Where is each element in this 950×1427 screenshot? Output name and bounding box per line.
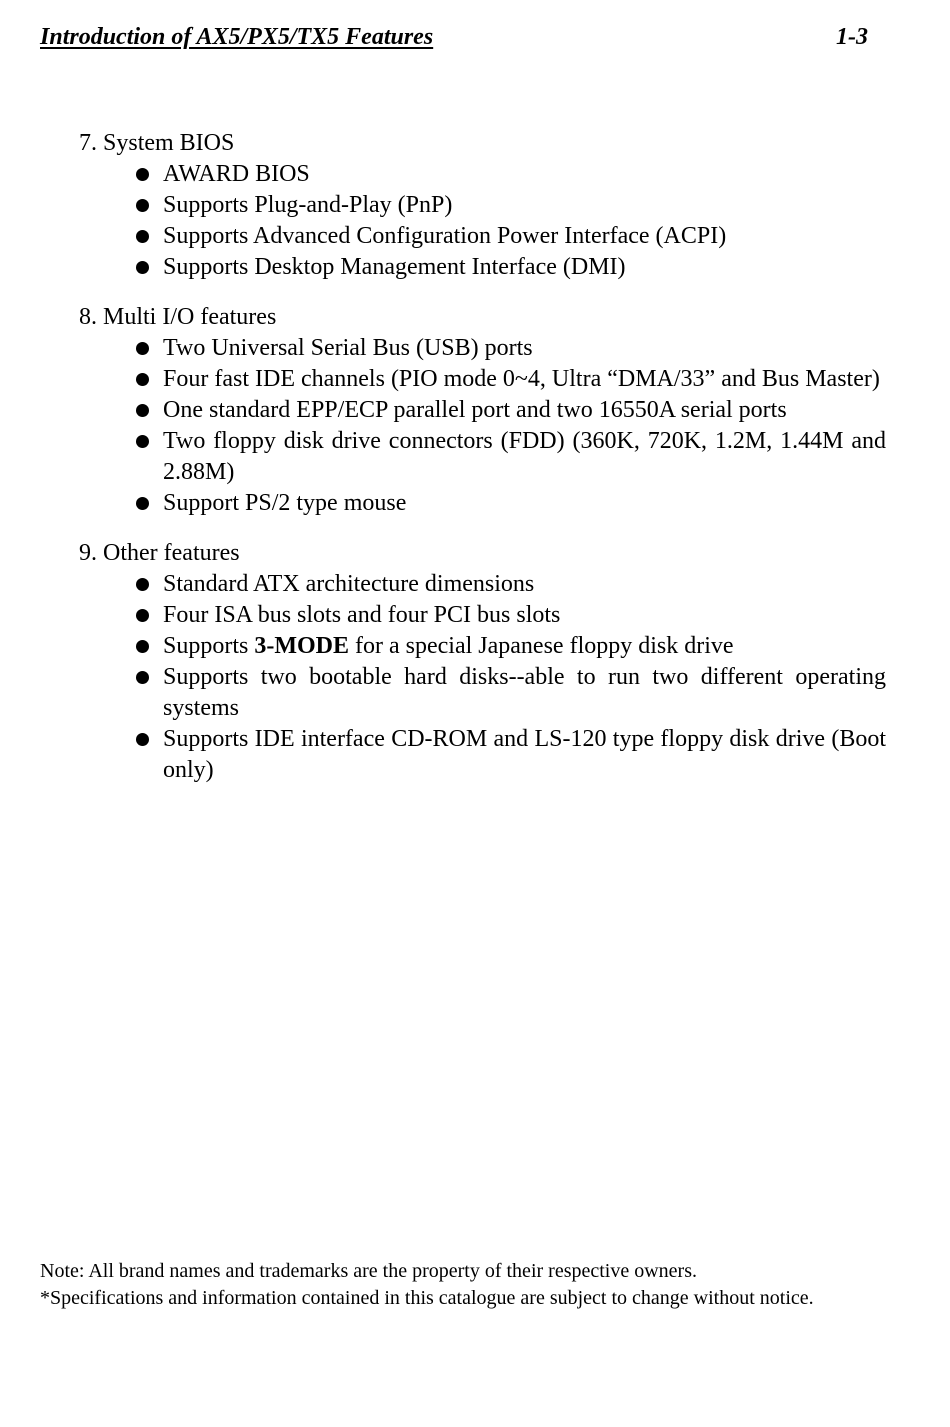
section-other-features (0, 538, 950, 786)
section-title: 8. Multi I/O features (79, 304, 277, 330)
list-item (163, 488, 886, 519)
list-item-text-after: for a special Japanese floppy disk drive (349, 633, 734, 659)
list-item-text: One standard EPP/ECP parallel port and two 16550A serial ports (163, 397, 787, 423)
bullet-list (0, 159, 950, 283)
bullet-icon (136, 609, 149, 622)
list-item (163, 662, 886, 724)
feature-list (0, 128, 950, 805)
bullet-icon (136, 671, 149, 684)
page-title: Introduction of AX5/PX5/TX5 Features (40, 24, 434, 50)
list-item (163, 569, 886, 600)
bullet-list (0, 569, 950, 786)
bullet-icon (136, 168, 149, 181)
list-item-text: Supports Advanced Configuration Power Interface (ACPI) (163, 223, 727, 249)
list-item (163, 364, 886, 395)
page-footer (40, 1258, 886, 1312)
list-item-text-bold: 3-MODE (254, 633, 350, 659)
page-number: 1-3 (836, 24, 868, 50)
bullet-icon (136, 640, 149, 653)
bullet-icon (136, 230, 149, 243)
bullet-list (0, 333, 950, 519)
section-title: 7. System BIOS (79, 130, 235, 156)
bullet-icon (136, 435, 149, 448)
bullet-icon (136, 199, 149, 212)
section-multi-io (0, 302, 950, 519)
list-item-text: Two floppy disk drive connectors (FDD) (360K, 720K, 1.2M, 1.44M and 2.88M) (163, 428, 886, 485)
list-item-text: Standard ATX architecture dimensions (163, 571, 535, 597)
bullet-icon (136, 261, 149, 274)
bullet-icon (136, 578, 149, 591)
list-item (163, 252, 886, 283)
bullet-icon (136, 404, 149, 417)
list-item-text: Support PS/2 type mouse (163, 490, 407, 516)
list-item-text: Supports Desktop Management Interface (DMI) (163, 254, 626, 280)
list-item (163, 221, 886, 252)
list-item (163, 395, 886, 426)
list-item-text: Supports IDE interface CD-ROM and LS-120 type floppy disk drive (Boot only) (163, 726, 886, 783)
bullet-icon (136, 497, 149, 510)
list-item-text: Four ISA bus slots and four PCI bus slots (163, 602, 561, 628)
list-item (163, 159, 886, 190)
list-item-text: Two Universal Serial Bus (USB) ports (163, 335, 533, 361)
footer-note: Note: All brand names and trademarks are the property of their respective owners. (40, 1260, 697, 1282)
page-header (40, 24, 868, 58)
list-item (163, 190, 886, 221)
bullet-icon (136, 373, 149, 386)
list-item (163, 426, 886, 488)
list-item-text: Four fast IDE channels (PIO mode 0~4, Ultra “DMA/33” and Bus Master) (163, 366, 880, 392)
list-item (163, 333, 886, 364)
section-system-bios (0, 128, 950, 283)
list-item-text: Supports Plug-and-Play (PnP) (163, 192, 453, 218)
section-title: 9. Other features (79, 540, 240, 566)
list-item (163, 724, 886, 786)
bullet-icon (136, 733, 149, 746)
footer-disclaimer: *Specifications and information contained in this catalogue are subject to change without notice. (40, 1287, 814, 1309)
list-item-text: Supports two bootable hard disks--able to run two different operating systems (163, 664, 886, 721)
list-item (163, 600, 886, 631)
list-item-text: AWARD BIOS (163, 161, 310, 187)
list-item (163, 631, 886, 662)
bullet-icon (136, 342, 149, 355)
list-item-text-before: Supports (163, 633, 255, 659)
